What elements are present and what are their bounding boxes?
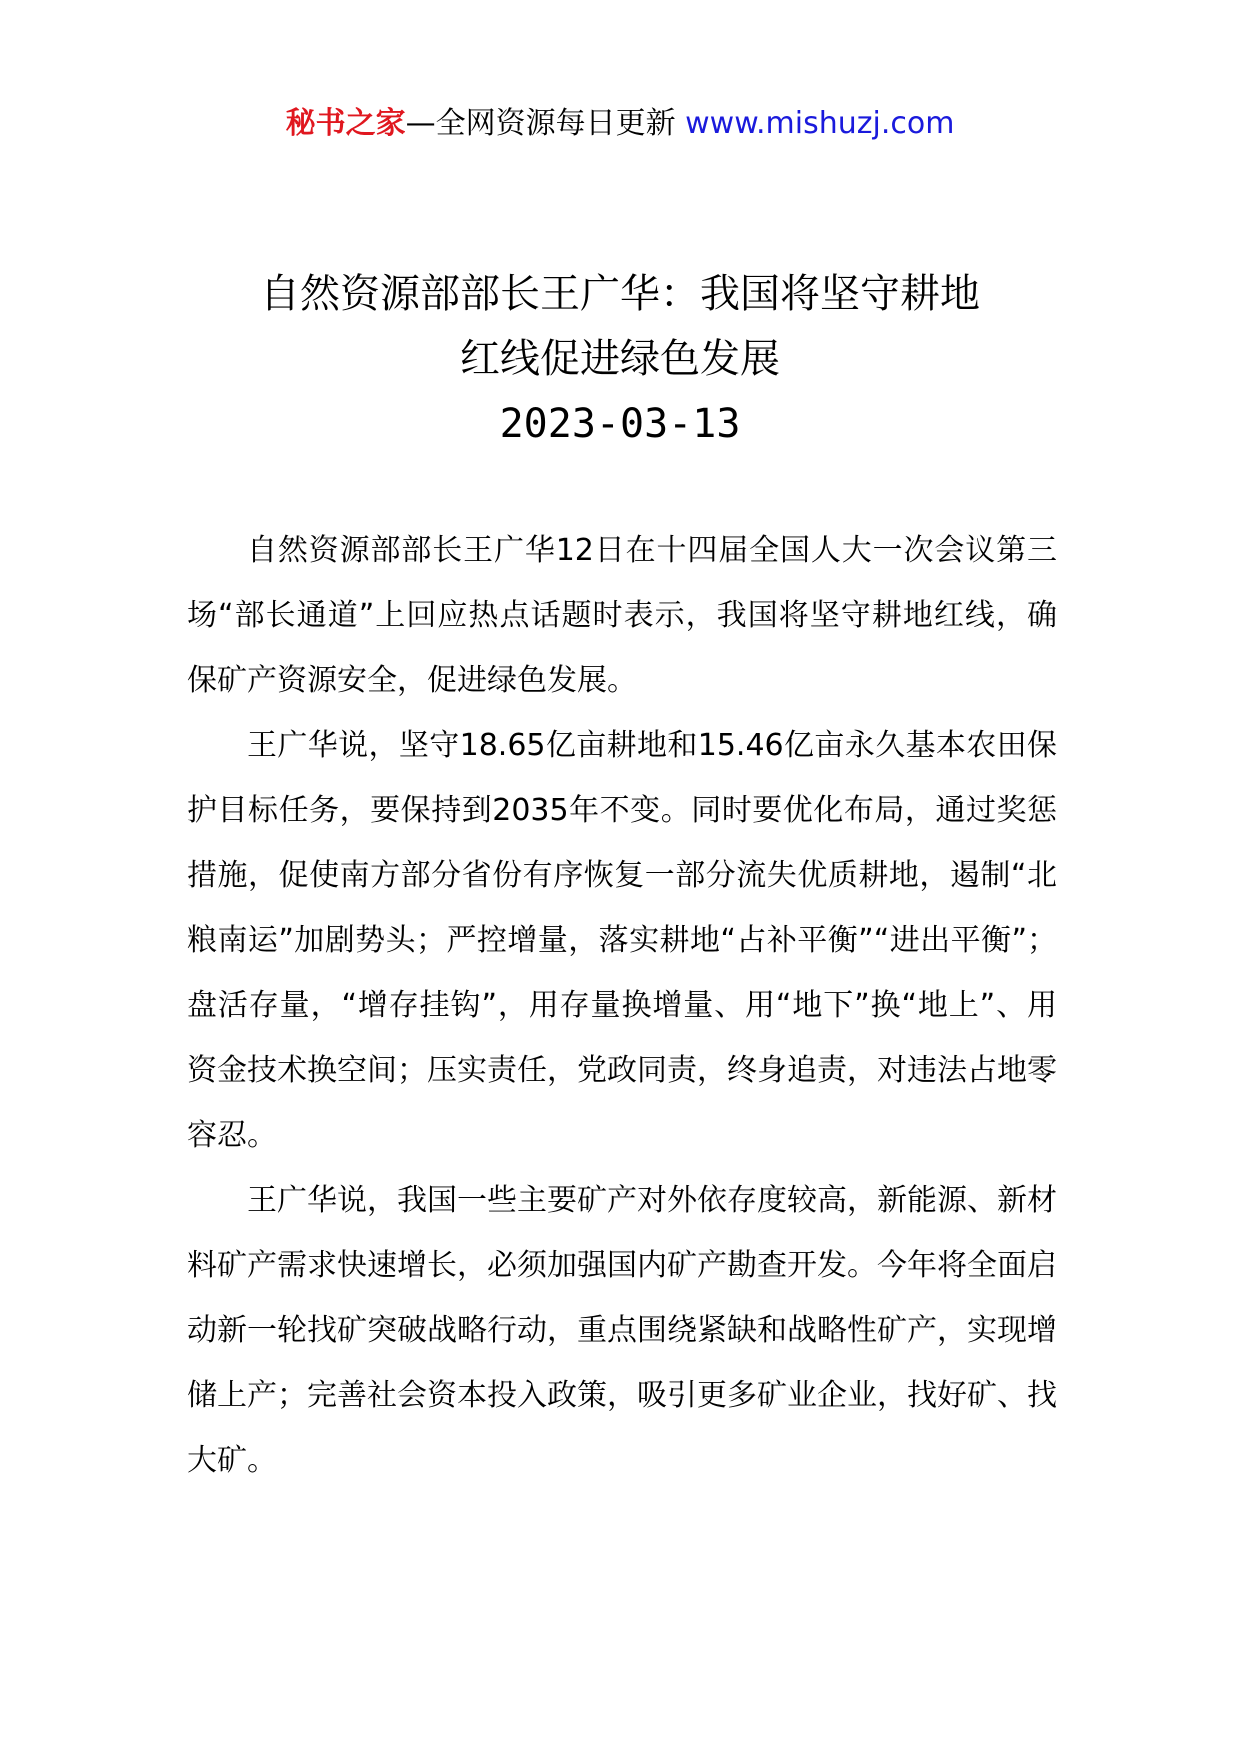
site-tagline: —全网资源每日更新 <box>405 106 676 141</box>
article-header <box>120 262 1120 457</box>
article-paragraph-1: 自然资源部部长王广华12日在十四届全国人大一次会议第三场“部长通道”上回应热点话题时表示，我国将坚守耕地红线，确保矿产资源安全，促进绿色发展。 <box>187 533 1057 698</box>
site-brand: 秘书之家 <box>285 106 406 141</box>
article-title-line-2: 红线促进绿色发展 <box>460 336 780 382</box>
article-date: 2023-03-13 <box>499 401 741 447</box>
article-paragraph-3: 王广华说，我国一些主要矿产对外依存度较高，新能源、新材料矿产需求快速增长，必须加强国内矿产勘查开发。今年将全面启动新一轮找矿突破战略行动，重点围绕紧缺和战略性矿产，实现增储上产；完善社会资本投入政策，吸引更多矿业企业，找好矿、找大矿。 <box>187 1183 1057 1478</box>
site-url-link[interactable]: www.mishuzj.com <box>685 106 955 141</box>
article-paragraph-2: 王广华说，坚守18.65亿亩耕地和15.46亿亩永久基本农田保护目标任务，要保持到2035年不变。同时要优化布局，通过奖惩措施，促使南方部分省份有序恢复一部分流失优质耕地，遏制“北粮南运”加剧势头；严控增量，落实耕地“占补平衡”“进出平衡”；盘活存量，“增存挂钩”，用存量换增量、用“地下”换“地上”、用资金技术换空间；压实责任，党政同责，终身追责，对违法占地零容忍。 <box>187 728 1057 1153</box>
article-body <box>187 518 1057 1493</box>
site-header <box>0 102 1240 146</box>
article-title-line-1: 自然资源部部长王广华：我国将坚守耕地 <box>260 271 980 317</box>
